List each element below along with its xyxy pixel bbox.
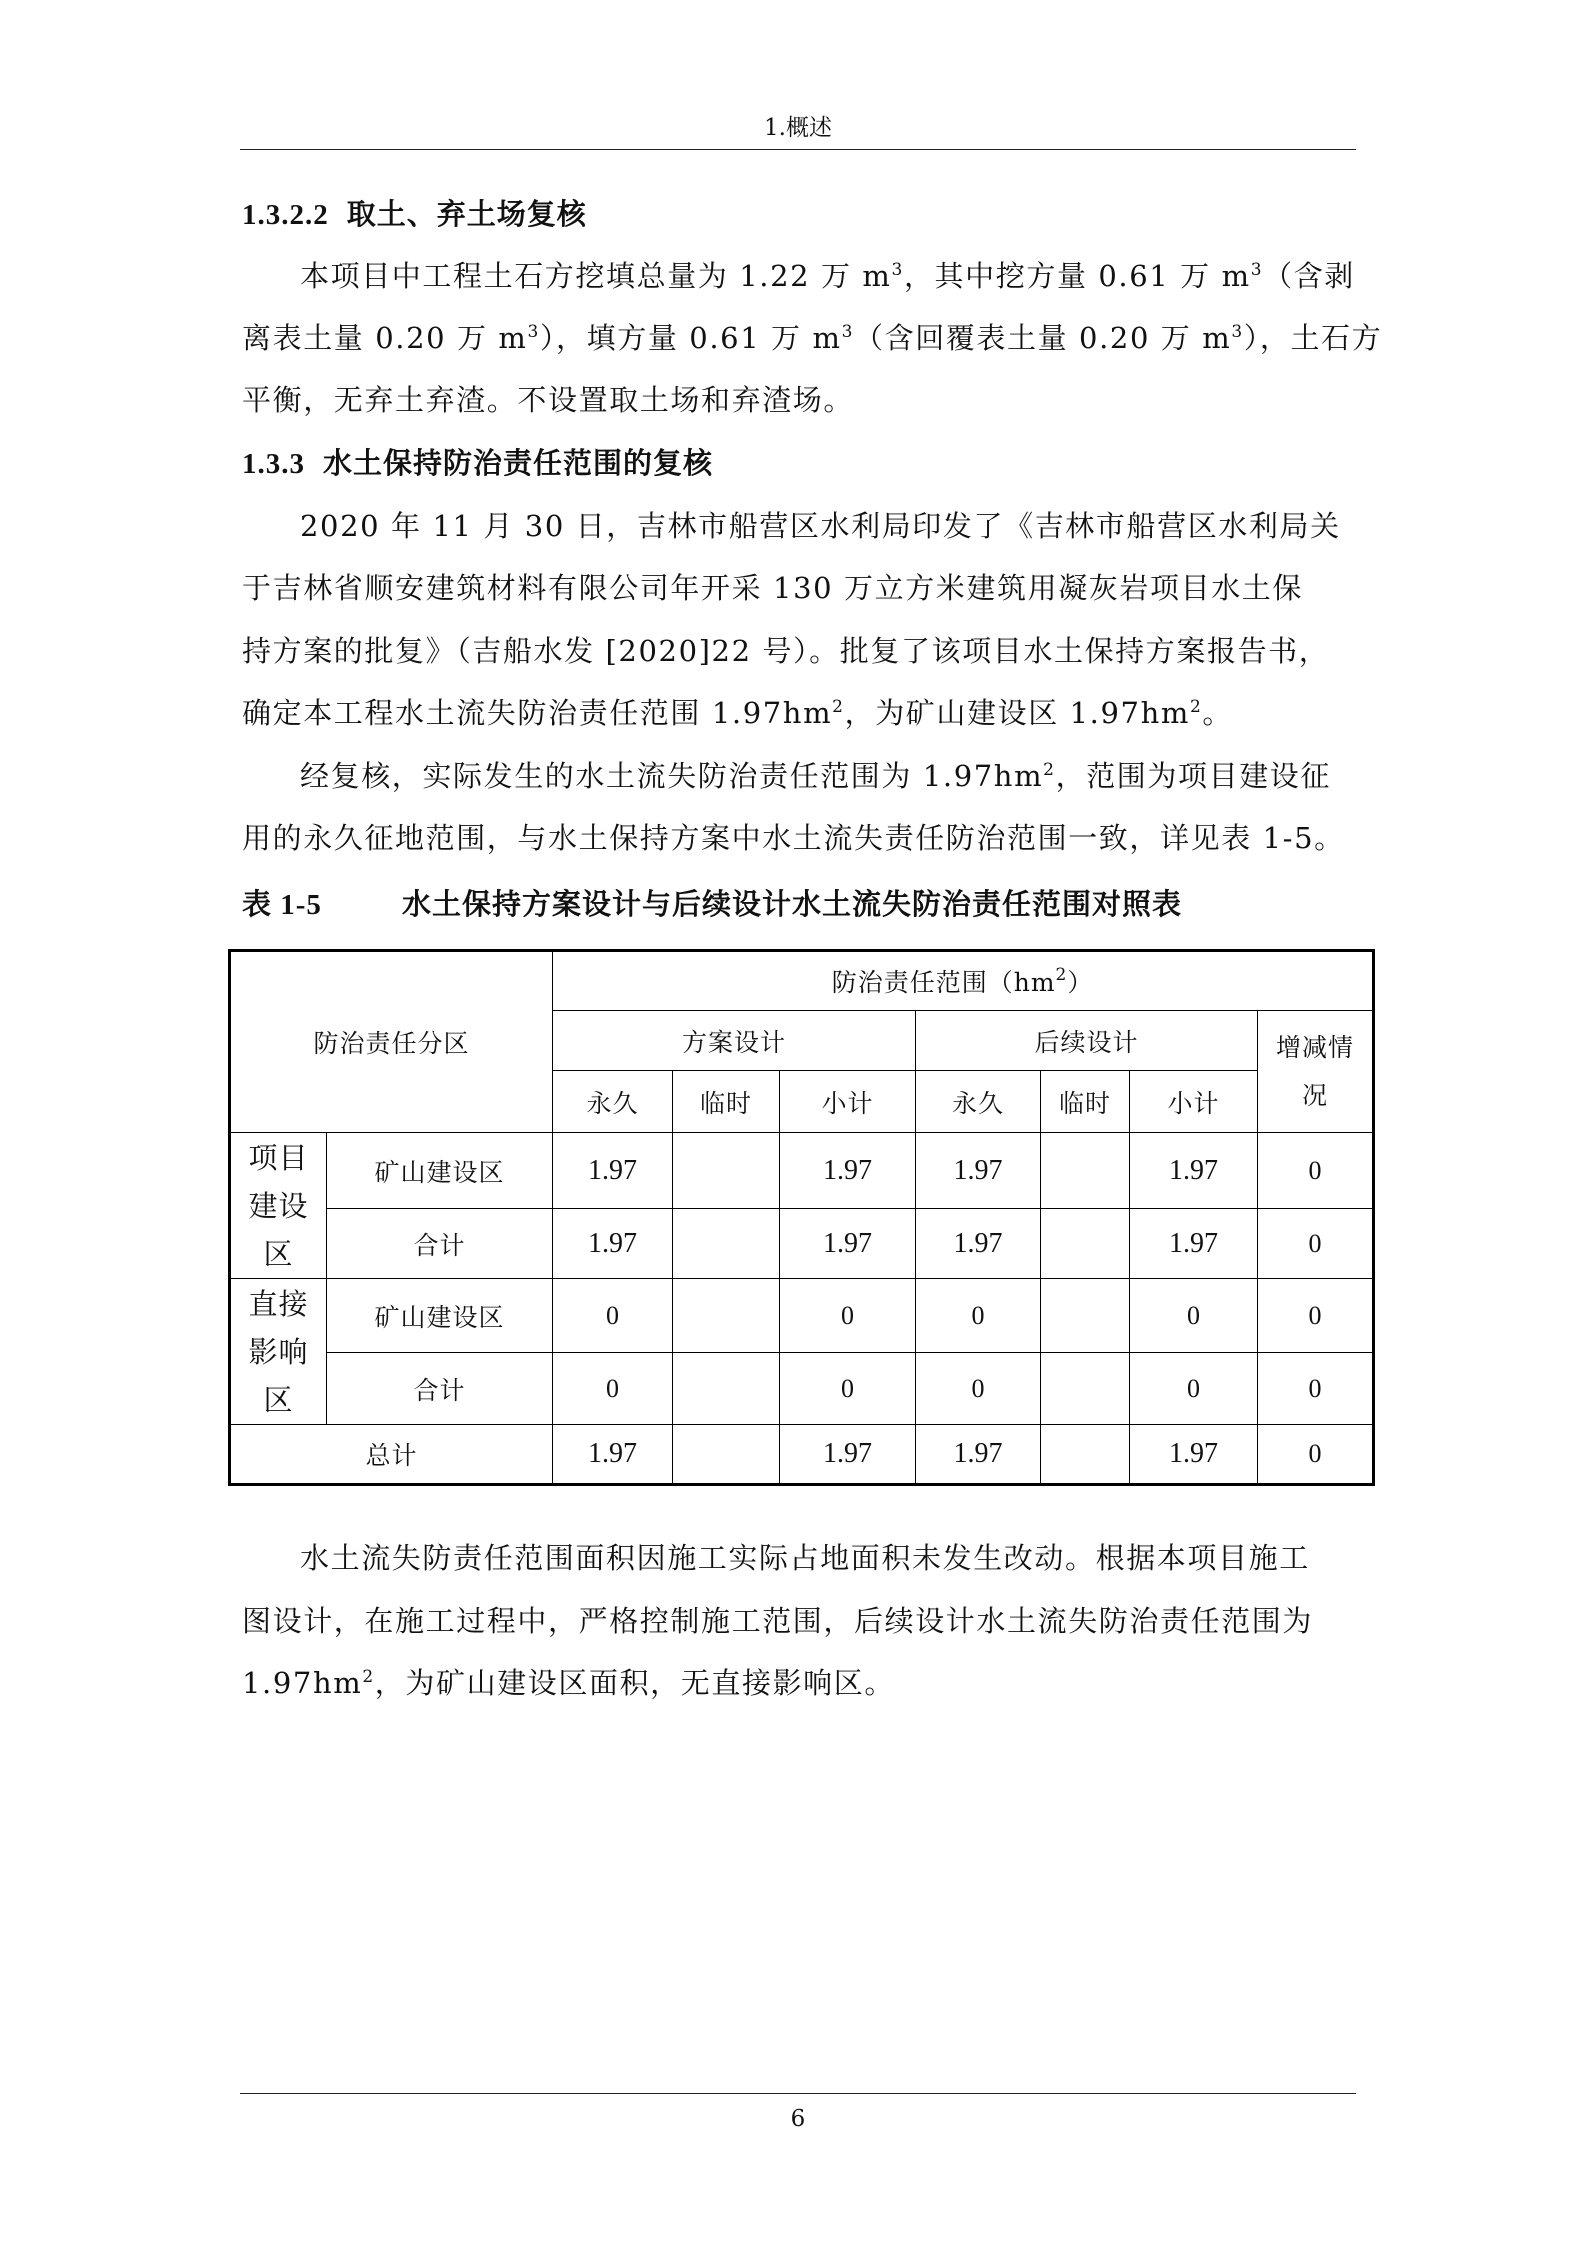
- text-span: 影响: [248, 1334, 309, 1369]
- cell-plan-subtotal: 0: [780, 1353, 916, 1425]
- cell-plan-permanent: 1.97: [553, 1133, 673, 1209]
- table-row: [230, 1279, 1374, 1353]
- text-span: 。: [1202, 696, 1233, 730]
- table-row: [230, 1353, 1374, 1425]
- cell-plan-temporary: [673, 1353, 780, 1425]
- paragraph-line: [300, 754, 1412, 798]
- text-span: 确定本工程水土流失防治责任范围 1.97hm: [242, 696, 833, 730]
- cell-followup-subtotal: 1.97: [1130, 1425, 1258, 1485]
- paragraph-line: 图设计，在施工过程中，严格控制施工范围，后续设计水土流失防治责任范围为: [242, 1604, 1314, 1638]
- table-caption-title: 水土保持方案设计与后续设计水土流失防治责任范围对照表: [402, 887, 1183, 921]
- superscript: 2: [362, 1667, 375, 1687]
- cell-plan-subtotal: 0: [780, 1279, 916, 1353]
- cell-followup-temporary: [1041, 1279, 1130, 1353]
- cell-change: 0: [1258, 1209, 1374, 1279]
- cell-followup-temporary: [1041, 1209, 1130, 1279]
- cell-plan-permanent: 0: [553, 1353, 673, 1425]
- cell-plan-permanent: 1.97: [553, 1425, 673, 1485]
- group-project-construction: [230, 1133, 327, 1279]
- text-span: 离表土量 0.20 万 m: [242, 321, 528, 355]
- header-zone: 防治责任分区: [230, 951, 553, 1133]
- table-caption-number: 表 1-5: [242, 889, 322, 921]
- table-caption: [242, 882, 1354, 927]
- cell-followup-subtotal: 0: [1130, 1353, 1258, 1425]
- header-plan-permanent: 永久: [553, 1071, 673, 1133]
- text-span: 建设: [248, 1188, 309, 1223]
- cell-plan-permanent: 1.97: [553, 1209, 673, 1279]
- superscript: 3: [1250, 260, 1264, 280]
- cell-followup-temporary: [1041, 1353, 1130, 1425]
- cell-plan-permanent: 0: [553, 1279, 673, 1353]
- text-span: 本项目中工程土石方挖填总量为 1.22 万 m: [300, 259, 892, 293]
- header-rule: [240, 149, 1356, 150]
- superscript: 3: [1231, 322, 1244, 342]
- table-row: [230, 1133, 1374, 1209]
- row-label: 矿山建设区: [327, 1279, 553, 1353]
- cell-followup-permanent: 1.97: [916, 1209, 1041, 1279]
- header-plan: 方案设计: [553, 1011, 916, 1071]
- cell-plan-subtotal: 1.97: [780, 1425, 916, 1485]
- text-span: （含剥: [1263, 259, 1355, 293]
- paragraph-line: 2020 年 11 月 30 日，吉林市船营区水利局印发了《吉林市船营区水利局关: [300, 509, 1341, 543]
- cell-plan-temporary: [673, 1279, 780, 1353]
- group-direct-impact: [230, 1279, 327, 1425]
- text-span: ）: [1067, 968, 1094, 997]
- paragraph-line: [242, 691, 1354, 735]
- row-label-total: 总计: [230, 1425, 553, 1485]
- table-row: [230, 1209, 1374, 1279]
- section-number: 1.3.3: [242, 448, 305, 480]
- header-change: [1258, 1011, 1374, 1133]
- cell-plan-subtotal: 1.97: [780, 1133, 916, 1209]
- text-span: 直接: [248, 1286, 309, 1321]
- responsibility-range-table: [228, 949, 1375, 1486]
- superscript: 3: [841, 322, 854, 342]
- superscript: 3: [891, 260, 904, 280]
- cell-change: 0: [1258, 1279, 1374, 1353]
- paragraph-line: 持方案的批复》（吉船水发 [2020]22 号）。批复了该项目水土保持方案报告书，: [242, 634, 1330, 668]
- row-label: 合计: [327, 1209, 553, 1279]
- cell-followup-permanent: 0: [916, 1279, 1041, 1353]
- section-title: 取土、弃土场复核: [346, 197, 587, 231]
- cell-plan-temporary: [673, 1209, 780, 1279]
- header-followup-permanent: 永久: [916, 1071, 1041, 1133]
- cell-followup-permanent: 1.97: [916, 1425, 1041, 1485]
- section-title: 水土保持防治责任范围的复核: [323, 446, 714, 480]
- page-header: 1.概述: [764, 115, 832, 141]
- page-number: 6: [790, 2106, 806, 2132]
- superscript: 2: [1043, 760, 1056, 780]
- header-followup: 后续设计: [916, 1011, 1258, 1071]
- text-span: 防治责任范围（hm: [831, 968, 1056, 997]
- cell-followup-subtotal: 0: [1130, 1279, 1258, 1353]
- header-followup-temporary: 临时: [1041, 1071, 1130, 1133]
- paragraph-line: 于吉林省顺安建筑材料有限公司年开采 130 万立方米建筑用凝灰岩项目水土保: [242, 571, 1303, 605]
- paragraph-line: [242, 1661, 1354, 1705]
- paragraph-line: [300, 254, 1412, 298]
- row-label: 合计: [327, 1353, 553, 1425]
- text-span: 1.97hm: [242, 1666, 363, 1700]
- text-span: 经复核，实际发生的水土流失防治责任范围为 1.97hm: [300, 759, 1044, 793]
- cell-followup-temporary: [1041, 1425, 1130, 1485]
- text-span: ），填方量 0.61 万 m: [539, 321, 842, 355]
- paragraph-line: [242, 316, 1383, 360]
- table-header-row: [230, 951, 1374, 1011]
- section-heading-1-3-3: [242, 441, 1354, 486]
- text-span: ，其中挖方量 0.61 万 m: [903, 259, 1251, 293]
- header-plan-subtotal: 小计: [780, 1071, 916, 1133]
- text-span: ，为矿山建设区面积，无直接影响区。: [374, 1666, 895, 1700]
- text-span: ），土石方: [1243, 321, 1383, 355]
- cell-followup-permanent: 0: [916, 1353, 1041, 1425]
- text-span: （含回覆表土量 0.20 万 m: [854, 321, 1232, 355]
- table-total-row: [230, 1425, 1374, 1485]
- header-range: [553, 951, 1374, 1011]
- row-label: 矿山建设区: [327, 1133, 553, 1209]
- cell-followup-temporary: [1041, 1133, 1130, 1209]
- footer-rule: [240, 2093, 1356, 2094]
- cell-plan-subtotal: 1.97: [780, 1209, 916, 1279]
- superscript: 2: [1189, 697, 1203, 717]
- paragraph-line: 水土流失防责任范围面积因施工实际占地面积未发生改动。根据本项目施工: [300, 1541, 1310, 1575]
- header-followup-subtotal: 小计: [1130, 1071, 1258, 1133]
- cell-followup-permanent: 1.97: [916, 1133, 1041, 1209]
- superscript: 3: [527, 322, 540, 342]
- text-span: 区: [263, 1382, 294, 1417]
- paragraph-line: 用的永久征地范围，与水土保持方案中水土流失责任防治范围一致，详见表 1-5。: [242, 821, 1345, 855]
- text-span: 项目: [248, 1140, 309, 1175]
- text-span: ，为矿山建设区 1.97hm: [844, 696, 1190, 730]
- cell-change: 0: [1258, 1425, 1374, 1485]
- text-span: 增减情: [1276, 1032, 1355, 1062]
- superscript: 2: [1055, 965, 1068, 985]
- section-number: 1.3.2.2: [242, 199, 329, 231]
- paragraph-line: 平衡，无弃土弃渣。不设置取土场和弃渣场。: [242, 383, 855, 417]
- cell-followup-subtotal: 1.97: [1130, 1209, 1258, 1279]
- section-heading-1-3-2-2: [242, 192, 1354, 237]
- cell-plan-temporary: [673, 1133, 780, 1209]
- text-span: 况: [1302, 1080, 1329, 1110]
- cell-plan-temporary: [673, 1425, 780, 1485]
- cell-change: 0: [1258, 1133, 1374, 1209]
- cell-followup-subtotal: 1.97: [1130, 1133, 1258, 1209]
- text-span: 区: [263, 1236, 294, 1271]
- header-plan-temporary: 临时: [673, 1071, 780, 1133]
- text-span: ，范围为项目建设征: [1055, 759, 1331, 793]
- superscript: 2: [832, 697, 845, 717]
- cell-change: 0: [1258, 1353, 1374, 1425]
